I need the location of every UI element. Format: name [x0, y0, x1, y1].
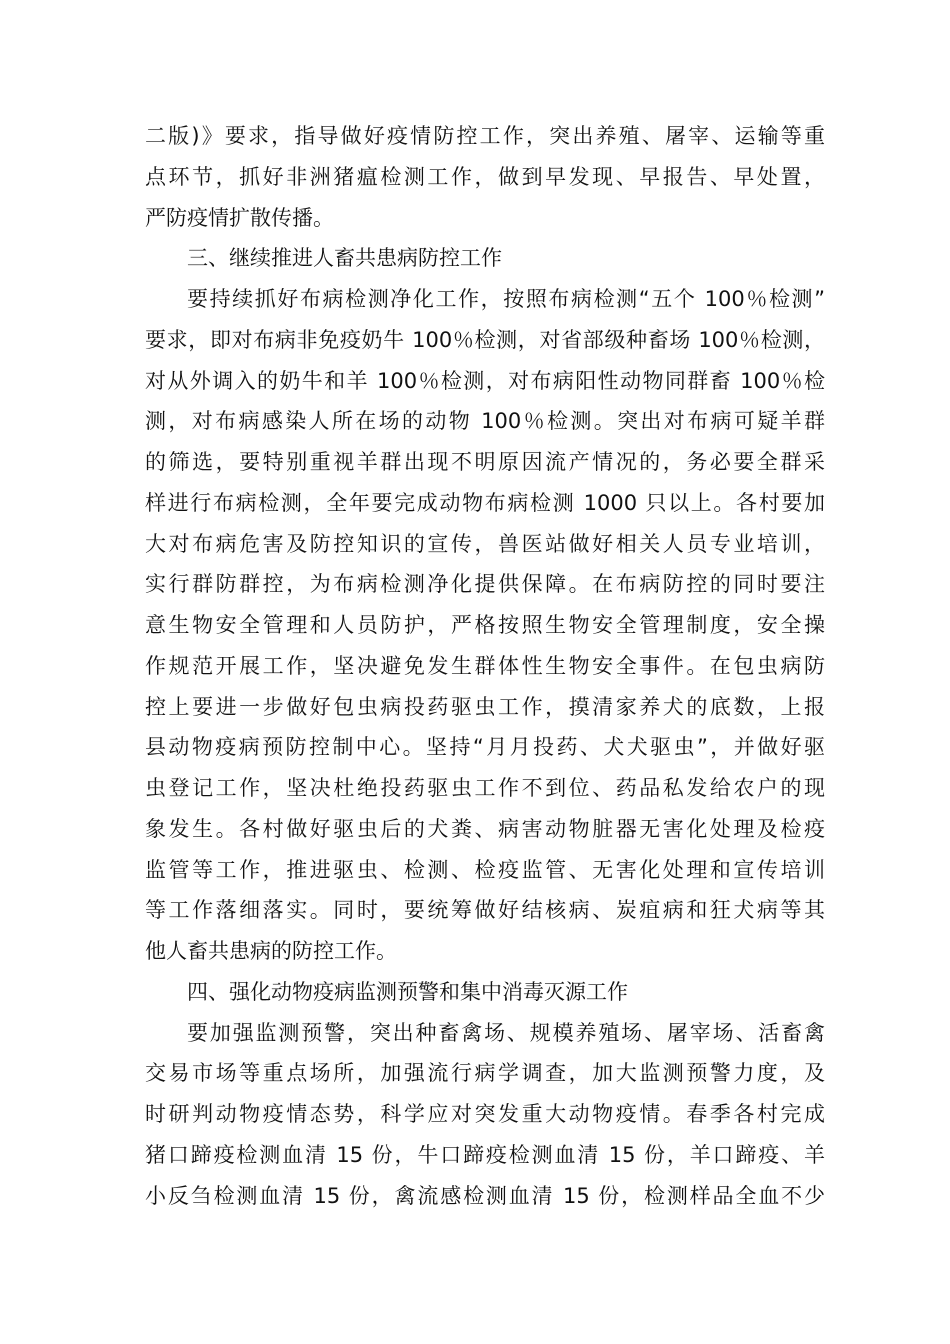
text-line: 严防疫情扩散传播。 [145, 205, 334, 230]
body-text [145, 116, 825, 1216]
text-line: 实行群防群控，为布病检测净化提供保障。在布病防控的同时要注 [145, 572, 825, 597]
paragraph-start-line: 要持续抓好布病检测净化工作，按照布病检测“五个 100％检测” [187, 287, 825, 311]
text-line: 监管等工作，推进驱虫、检测、检疫监管、无害化处理和宣传培训 [145, 857, 825, 882]
text-line: 作规范开展工作，坚决避免发生群体性生物安全事件。在包虫病防 [145, 653, 825, 678]
text-line: 时研判动物疫情态势，科学应对突发重大动物疫情。春季各村完成 [145, 1102, 825, 1126]
text-line: 要求，即对布病非免疫奶牛 100％检测，对省部级种畜场 100％检测， [145, 327, 825, 352]
text-line: 控上要进一步做好包虫病投药驱虫工作，摸清家养犬的底数，上报 [145, 694, 825, 719]
text-line: 猪口蹄疫检测血清 15 份，牛口蹄疫检测血清 15 份，羊口蹄疫、羊 [145, 1142, 825, 1167]
text-line: 点环节，抓好非洲猪瘟检测工作，做到早发现、早报告、早处置， [145, 164, 825, 189]
text-line: 象发生。各村做好驱虫后的犬粪、病害动物脏器无害化处理及检疫 [145, 816, 825, 841]
text-line: 县动物疫病预防控制中心。坚持“月月投药、犬犬驱虫”，并做好驱 [145, 735, 825, 760]
text-line: 的筛选，要特别重视羊群出现不明原因流产情况的，务必要全群采 [145, 450, 825, 474]
text-line: 等工作落细落实。同时，要统筹做好结核病、炭疽病和狂犬病等其 [145, 898, 825, 923]
text-line: 样进行布病检测，全年要完成动物布病检测 1000 只以上。各村要加 [145, 490, 825, 515]
text-line: 虫登记工作，坚决杜绝投药驱虫工作不到位、药品私发给农户的现 [145, 776, 825, 800]
paragraph-start-line: 四、强化动物疫病监测预警和集中消毒灭源工作 [187, 979, 628, 1004]
text-line: 测，对布病感染人所在场的动物 100％检测。突出对布病可疑羊群 [145, 409, 825, 434]
text-line: 交易市场等重点场所，加强流行病学调查，加大监测预警力度，及 [145, 1061, 825, 1086]
text-line: 他人畜共患病的防控工作。 [145, 939, 397, 963]
text-line: 大对布病危害及防控知识的宣传，兽医站做好相关人员专业培训， [145, 531, 825, 556]
text-line: 对从外调入的奶牛和羊 100％检测，对布病阳性动物同群畜 100％检 [145, 368, 825, 393]
paragraph-start-line: 要加强监测预警，突出种畜禽场、规模养殖场、屠宰场、活畜禽 [187, 1020, 825, 1045]
paragraph-start-line: 三、继续推进人畜共患病防控工作 [187, 246, 502, 271]
text-line: 二版)》要求，指导做好疫情防控工作，突出养殖、屠宰、运输等重 [145, 124, 825, 148]
text-line: 意生物安全管理和人员防护，严格按照生物安全管理制度，安全操 [145, 613, 825, 637]
text-line: 小反刍检测血清 15 份，禽流感检测血清 15 份，检测样品全血不少 [145, 1183, 825, 1208]
